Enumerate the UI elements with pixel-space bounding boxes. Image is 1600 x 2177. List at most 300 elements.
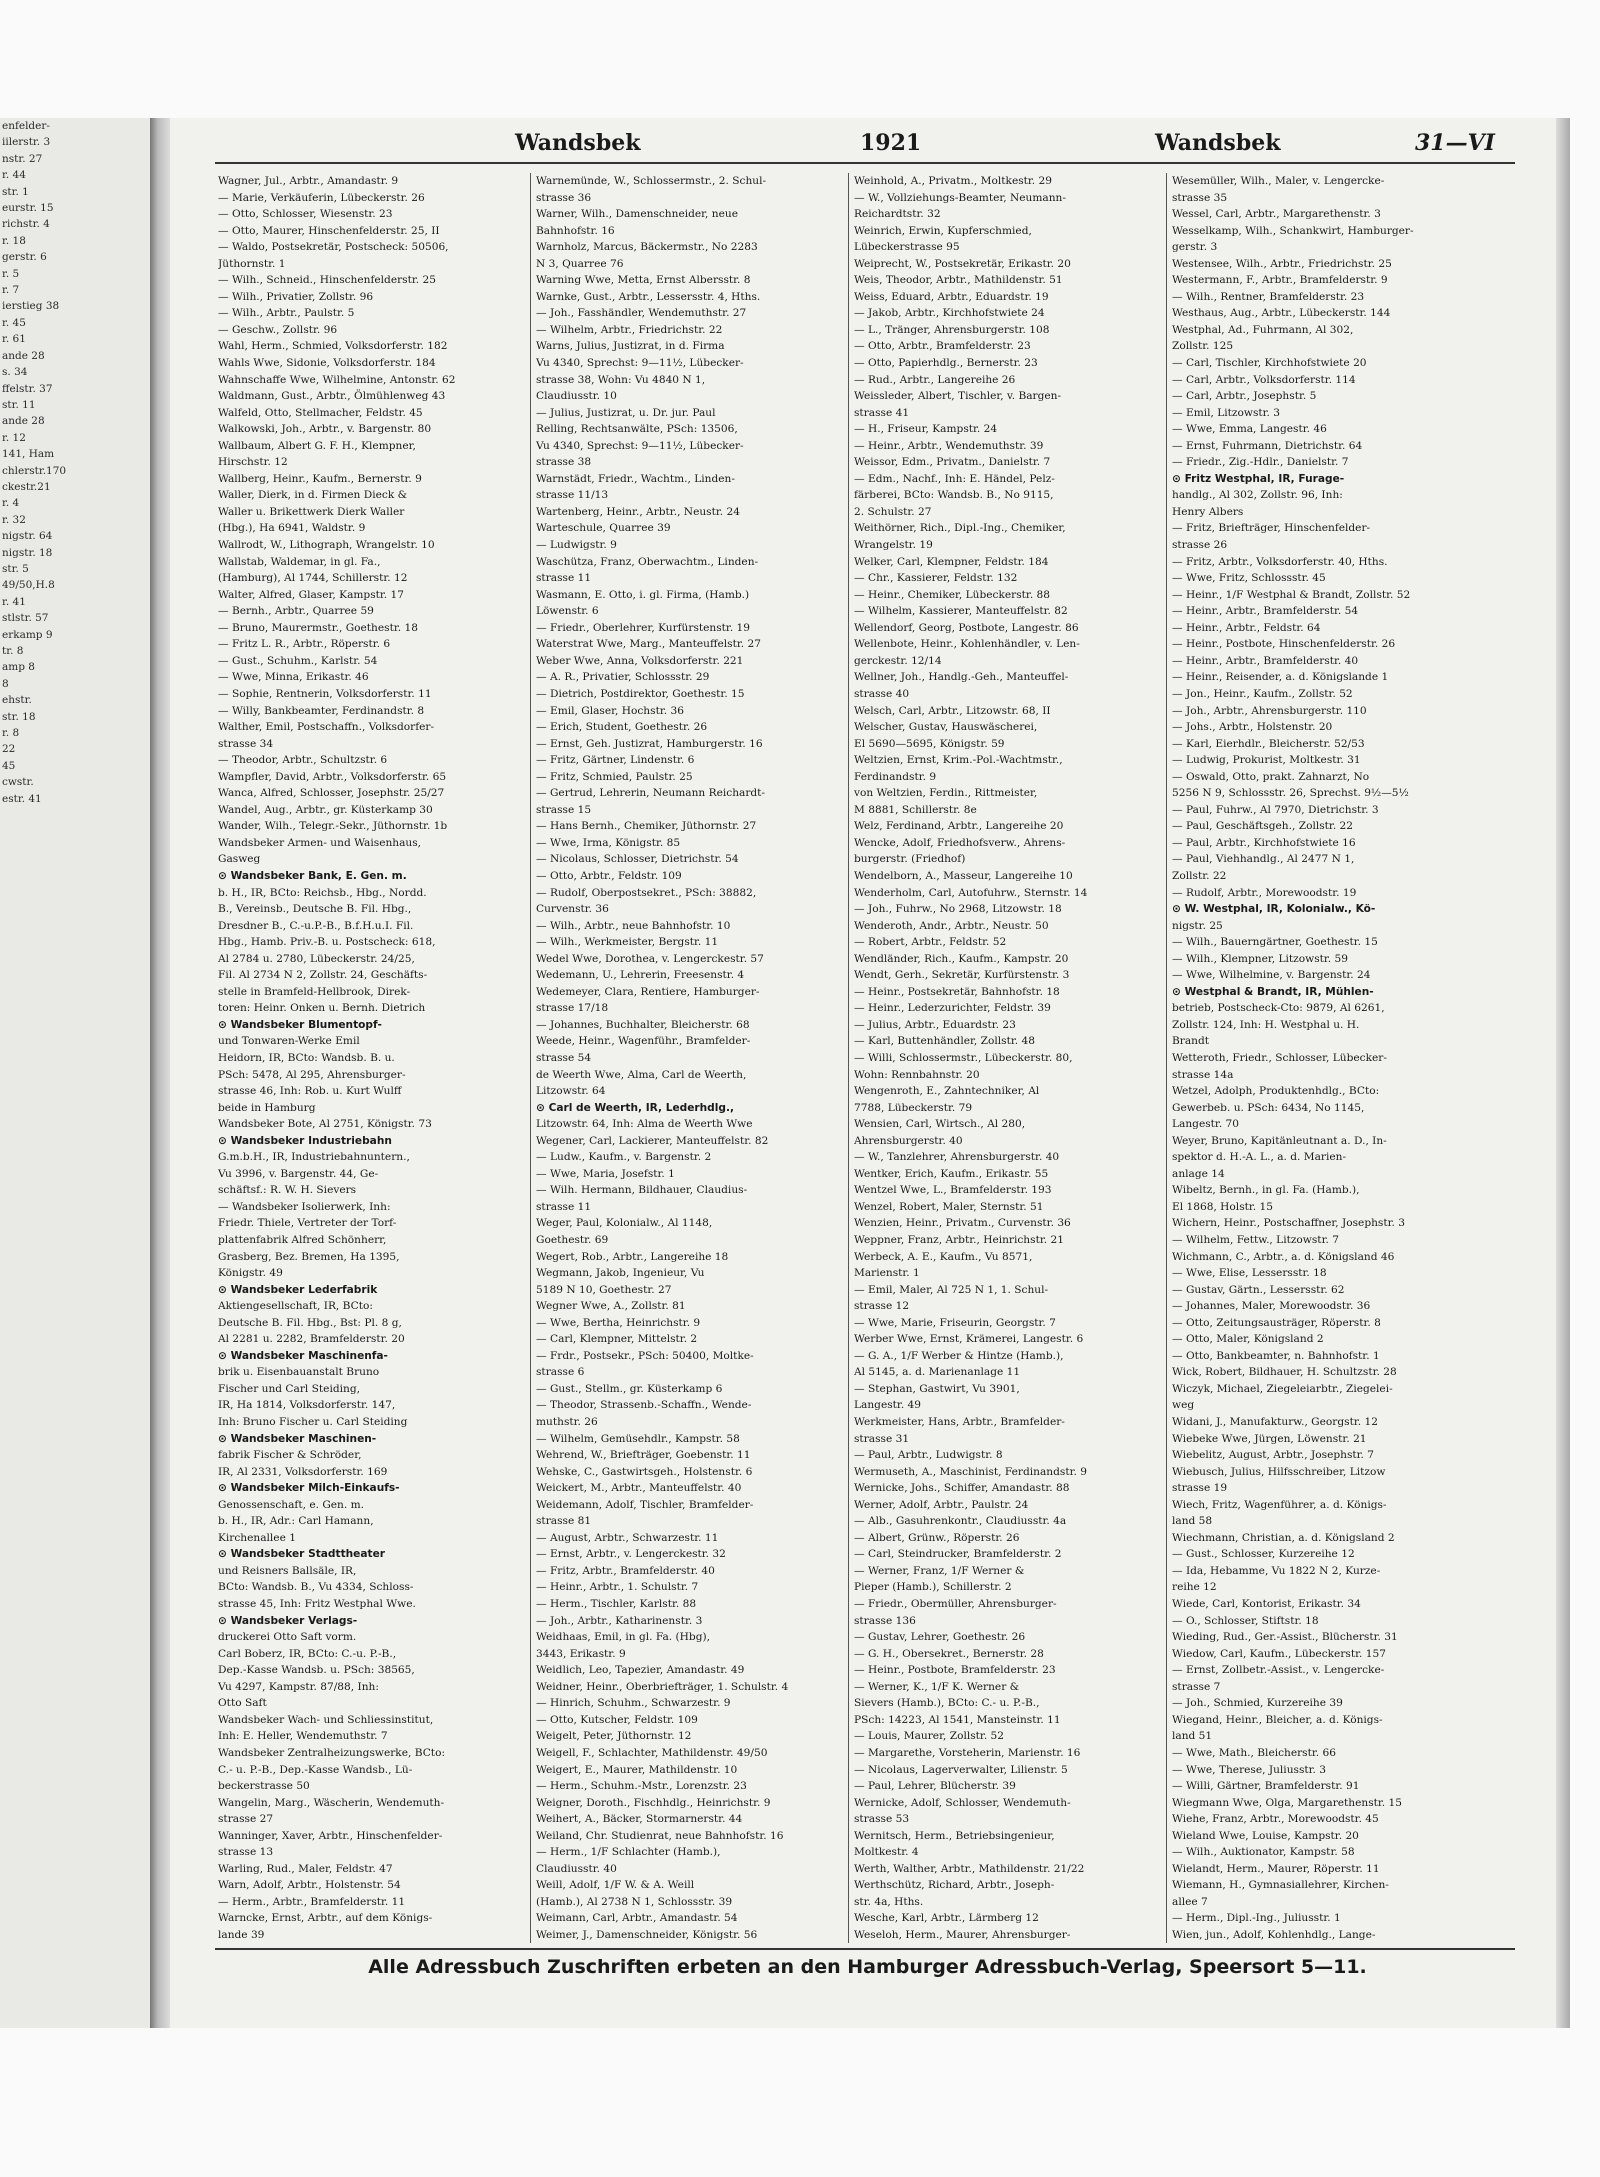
- directory-entry: Warn, Adolf, Arbtr., Holstenstr. 54: [218, 1879, 401, 1892]
- directory-entry: — Wilhelm, Fettw., Litzowstr. 7: [1172, 1234, 1339, 1246]
- directory-entry: — Nicolaus, Schlosser, Dietrichstr. 54: [536, 853, 739, 866]
- prev-page-line: erkamp 9: [2, 628, 53, 641]
- directory-entry: Moltkestr. 4: [854, 1846, 919, 1859]
- header-rule: [215, 162, 1515, 164]
- directory-entry: Weihert, A., Bäcker, Stormarnerstr. 44: [536, 1813, 743, 1826]
- directory-entry: Werber Wwe, Ernst, Krämerei, Langestr. 6: [854, 1333, 1084, 1346]
- directory-entry: El 1868, Holstr. 15: [1172, 1200, 1273, 1213]
- directory-entry: land 58: [1172, 1515, 1213, 1528]
- prev-page-line: ehstr.: [2, 694, 32, 707]
- directory-entry: Jüthornstr. 1: [218, 257, 286, 270]
- column-divider: [1166, 173, 1167, 1943]
- directory-entry: Wahls Wwe, Sidonie, Volksdorferstr. 184: [218, 357, 436, 370]
- directory-entry: Weissleder, Albert, Tischler, v. Bargen-: [854, 390, 1062, 403]
- directory-entry: — Gust., Schlosser, Kurzereihe 12: [1172, 1548, 1355, 1561]
- directory-entry: lande 39: [218, 1928, 265, 1941]
- directory-entry: Wedel Wwe, Dorothea, v. Lengerckestr. 57: [536, 952, 764, 965]
- directory-entry: BCto: Wandsb. B., Vu 4334, Schloss-: [218, 1581, 414, 1594]
- directory-entry: IR, Al 2331, Volksdorferstr. 169: [218, 1465, 388, 1478]
- directory-entry: Walfeld, Otto, Stellmacher, Feldstr. 45: [218, 406, 423, 419]
- directory-entry: — Dietrich, Postdirektor, Goethestr. 15: [536, 687, 745, 700]
- directory-entry: Werthschütz, Richard, Arbtr., Joseph-: [854, 1879, 1055, 1892]
- directory-entry: — Marie, Verkäuferin, Lübeckerstr. 26: [218, 191, 425, 204]
- directory-entry: allee 7: [1172, 1895, 1208, 1908]
- directory-entry: Waller u. Brikettwerk Dierk Waller: [218, 505, 405, 518]
- directory-entry: Henry Albers: [1172, 505, 1244, 518]
- footer-rule: [215, 1948, 1515, 1950]
- header-year: 1921: [860, 130, 922, 156]
- directory-entry: — Ida, Hebamme, Vu 1822 N 2, Kurze-: [1172, 1564, 1381, 1577]
- prev-page-line: str. 1: [2, 185, 29, 198]
- directory-entry: — Carl, Arbtr., Volksdorferstr. 114: [1172, 373, 1356, 386]
- prev-page-line: str. 11: [2, 398, 36, 411]
- directory-entry: strasse 13: [218, 1846, 274, 1859]
- directory-entry: — Wilh., Privatier, Zollstr. 96: [218, 290, 374, 303]
- directory-entry: Wedemeyer, Clara, Rentiere, Hamburger-: [536, 985, 760, 998]
- directory-entry: — Paul, Geschäftsgeh., Zollstr. 22: [1172, 820, 1354, 833]
- directory-entry: land 51: [1172, 1730, 1213, 1743]
- directory-entry: — Wwe, Math., Bleicherstr. 66: [1172, 1746, 1336, 1759]
- directory-entry: Wegmann, Jakob, Ingenieur, Vu: [536, 1267, 705, 1280]
- directory-entry: Warnke, Gust., Arbtr., Lessersstr. 4, Hths.: [536, 290, 761, 303]
- directory-entry: — Wwe, Wilhelmine, v. Bargenstr. 24: [1172, 969, 1371, 982]
- directory-entry: Inh: E. Heller, Wendemuthstr. 7: [218, 1730, 388, 1743]
- directory-entry: strasse 12: [854, 1300, 910, 1313]
- directory-entry: Walter, Alfred, Glaser, Kampstr. 17: [218, 588, 405, 601]
- directory-entry: Westermann, F., Arbtr., Bramfelderstr. 9: [1172, 274, 1388, 287]
- directory-entry: Wagner, Jul., Arbtr., Amandastr. 9: [218, 175, 399, 187]
- directory-entry: Weber Wwe, Anna, Volksdorferstr. 221: [536, 654, 744, 667]
- directory-entry: — Karl, Buttenhändler, Zollstr. 48: [854, 1035, 1035, 1048]
- directory-entry: — Heinr., Arbtr., Bramfelderstr. 54: [1172, 605, 1359, 618]
- directory-entry: — Oswald, Otto, prakt. Zahnarzt, No: [1172, 770, 1370, 783]
- directory-entry: — Wwe, Emma, Langestr. 46: [1172, 423, 1327, 436]
- directory-entry: — Gertrud, Lehrerin, Neumann Reichardt-: [536, 787, 766, 800]
- directory-entry: Dep.-Kasse Wandsb. u. PSch: 38565,: [218, 1664, 415, 1677]
- directory-entry: Westhaus, Aug., Arbtr., Lübeckerstr. 144: [1172, 307, 1391, 320]
- directory-entry: ⊙ Fritz Westphal, IR, Furage-: [1172, 472, 1345, 485]
- directory-entry: — Wilh., Schneid., Hinschenfelderstr. 25: [218, 274, 436, 287]
- column-divider: [848, 173, 849, 1943]
- directory-entry: Weltzien, Ernst, Krim.-Pol.-Wachtmstr.,: [854, 754, 1063, 767]
- prev-page-line: ierstieg 38: [2, 300, 60, 313]
- prev-page-line: eurstr. 15: [2, 202, 54, 215]
- directory-entry: Wallstab, Waldemar, in gl. Fa.,: [218, 555, 381, 568]
- page-header: [170, 130, 1565, 156]
- directory-entry: strasse 27: [218, 1813, 274, 1826]
- directory-entry: Wandsbeker Armen- und Waisenhaus,: [218, 836, 422, 849]
- directory-entry: — Ernst, Fuhrmann, Dietrichstr. 64: [1172, 439, 1363, 452]
- directory-entry: Otto Saft: [218, 1697, 267, 1710]
- directory-entry: Ferdinandstr. 9: [854, 770, 937, 783]
- directory-entry: — Robert, Arbtr., Feldstr. 52: [854, 936, 1007, 949]
- directory-entry: strasse 11: [536, 1200, 592, 1213]
- directory-entry: Al 5145, a. d. Marienanlage 11: [854, 1366, 1021, 1379]
- prev-page-line: r. 12: [2, 431, 26, 444]
- directory-entry: strasse 46, Inh: Rob. u. Kurt Wulff: [218, 1085, 402, 1098]
- directory-entry: Weimer, J., Damenschneider, Königstr. 56: [536, 1928, 758, 1941]
- prev-page-line: s. 34: [2, 366, 28, 379]
- header-place-left: Wandsbek: [515, 130, 641, 156]
- directory-entry: — Wilhelm, Kassierer, Manteuffelstr. 82: [854, 605, 1068, 618]
- directory-entry: Wendelborn, A., Masseur, Langereihe 10: [854, 869, 1073, 882]
- directory-entry: Bahnhofstr. 16: [536, 224, 615, 237]
- directory-entry: Kirchenallee 1: [218, 1531, 296, 1544]
- directory-entry: Wellenbote, Heinr., Kohlenhändler, v. Len-: [854, 638, 1080, 651]
- directory-entry: — Carl, Arbtr., Josephstr. 5: [1172, 390, 1317, 403]
- prev-page-line: r. 44: [2, 169, 26, 182]
- directory-entry: — Fritz L. R., Arbtr., Röperstr. 6: [218, 638, 391, 651]
- prev-page-line: 22: [2, 743, 16, 756]
- directory-entry: — Stephan, Gastwirt, Vu 3901,: [854, 1382, 1020, 1395]
- prev-page-line: 45: [2, 759, 16, 772]
- directory-entry: Wernitsch, Herm., Betriebsingenieur,: [854, 1829, 1055, 1842]
- directory-entry: — Gustav, Gärtn., Lessersstr. 62: [1172, 1283, 1345, 1296]
- prev-page-line: gerstr. 6: [2, 251, 47, 264]
- directory-entry: Weis, Theodor, Arbtr., Mathildenstr. 51: [854, 274, 1063, 287]
- directory-entry: strasse 6: [536, 1366, 585, 1379]
- directory-entry: beide in Hamburg: [218, 1101, 316, 1114]
- directory-entry: — H., Friseur, Kampstr. 24: [854, 423, 998, 436]
- directory-entry: — Johs., Arbtr., Holstenstr. 20: [1172, 721, 1333, 734]
- directory-entry: — Emil, Litzowstr. 3: [1172, 406, 1281, 419]
- directory-entry: Wichern, Heinr., Postschaffner, Josephstr. 3: [1172, 1217, 1405, 1230]
- directory-entry: Wensien, Carl, Wirtsch., Al 280,: [854, 1118, 1026, 1131]
- directory-entry: Wibeltz, Bernh., in gl. Fa. (Hamb.),: [1172, 1184, 1360, 1197]
- directory-entry: nigstr. 25: [1172, 919, 1223, 932]
- directory-entry: b. H., IR, Adr.: Carl Hamann,: [218, 1515, 374, 1528]
- directory-entry: — Wwe, Maria, Josefstr. 1: [536, 1167, 675, 1180]
- directory-entry: Weede, Heinr., Wagenführ., Bramfelder-: [536, 1035, 751, 1048]
- directory-entry: Heidorn, IR, BCto: Wandsb. B. u.: [218, 1051, 395, 1064]
- directory-entry: strasse 40: [854, 687, 910, 700]
- directory-entry: Wohn: Rennbahnstr. 20: [854, 1068, 980, 1081]
- directory-entry: Wermuseth, A., Maschinist, Ferdinandstr. 9: [854, 1465, 1087, 1478]
- directory-entry: Weseloh, Herm., Maurer, Ahrensburger-: [854, 1928, 1071, 1941]
- directory-entry: — Louis, Maurer, Zollstr. 52: [854, 1730, 1005, 1743]
- directory-entry: — O., Schlosser, Stiftstr. 18: [1172, 1614, 1319, 1627]
- directory-entry: Litzowstr. 64, Inh: Alma de Weerth Wwe: [536, 1118, 753, 1131]
- directory-entry: Widani, J., Manufakturw., Georgstr. 12: [1172, 1416, 1378, 1429]
- directory-entry: Weinhold, A., Privatm., Moltkestr. 29: [854, 175, 1053, 187]
- column-divider: [530, 173, 531, 1943]
- directory-entry: strasse 11/13: [536, 489, 609, 502]
- directory-entry: Warner, Wilh., Damenschneider, neue: [536, 208, 738, 221]
- directory-entry: Warncke, Ernst, Arbtr., auf dem Königs-: [218, 1912, 433, 1925]
- directory-entry: strasse 19: [1172, 1482, 1228, 1495]
- directory-entry: — Heinr., 1/F Westphal & Brandt, Zollstr. 52: [1172, 588, 1411, 601]
- column-1: [218, 173, 523, 1943]
- directory-entry: — Otto, Zeitungsausträger, Röperstr. 8: [1172, 1316, 1381, 1329]
- prev-page-line: estr. 41: [2, 792, 42, 805]
- prev-page-line: amp 8: [2, 661, 35, 674]
- directory-entry: — Joh., Arbtr., Katharinenstr. 3: [536, 1614, 703, 1627]
- directory-entry: strasse 45, Inh: Fritz Westphal Wwe.: [218, 1598, 416, 1611]
- directory-entry: Wiechmann, Christian, a. d. Königsland 2: [1172, 1531, 1395, 1544]
- directory-entry: Vu 4297, Kampstr. 87/88, Inh:: [218, 1680, 379, 1693]
- directory-entry: 5189 N 10, Goethestr. 27: [536, 1283, 672, 1296]
- directory-entry: Wendt, Gerh., Sekretär, Kurfürstenstr. 3: [854, 969, 1070, 982]
- directory-entry: — Bruno, Maurermstr., Goethestr. 18: [218, 621, 418, 634]
- directory-entry: PSch: 5478, Al 295, Ahrensburger-: [218, 1068, 406, 1081]
- prev-page-line: tr. 8: [2, 645, 24, 657]
- directory-entry: Curvenstr. 36: [536, 903, 609, 916]
- directory-entry: weg: [1172, 1399, 1195, 1412]
- directory-entry: — Carl, Tischler, Kirchhofstwiete 20: [1172, 357, 1367, 370]
- directory-entry: — Herm., Schuhm.-Mstr., Lorenzstr. 23: [536, 1780, 747, 1793]
- directory-entry: und Reisners Ballsäle, IR,: [218, 1564, 357, 1577]
- prev-page-line: 8: [2, 677, 9, 690]
- directory-entry: Wencke, Adolf, Friedhofsverw., Ahrens-: [854, 836, 1066, 849]
- directory-entry: — Ludw., Kaufm., v. Bargenstr. 2: [536, 1151, 712, 1164]
- directory-entry: Wahl, Herm., Schmied, Volksdorferstr. 182: [218, 340, 448, 353]
- directory-entry: — Wwe, Irma, Königstr. 85: [536, 836, 681, 849]
- directory-entry: Litzowstr. 64: [536, 1085, 606, 1098]
- directory-entry: — Gust., Stellm., gr. Küsterkamp 6: [536, 1382, 723, 1395]
- directory-entry: Werbeck, A. E., Kaufm., Vu 8571,: [854, 1250, 1033, 1263]
- directory-entry: Wasmann, E. Otto, i. gl. Firma, (Hamb.): [536, 588, 750, 601]
- directory-entry: — Joh., Fuhrw., No 2968, Litzowstr. 18: [854, 903, 1062, 916]
- directory-entry: Wernicke, Adolf, Schlosser, Wendemuth-: [854, 1796, 1071, 1809]
- directory-entry: — Chr., Kassierer, Feldstr. 132: [854, 572, 1018, 585]
- directory-entry: Weidner, Heinr., Oberbriefträger, 1. Schulstr. 4: [536, 1680, 789, 1693]
- directory-entry: Wandsbeker Zentralheizungswerke, BCto:: [218, 1746, 446, 1759]
- directory-entry: strasse 38: [536, 456, 592, 469]
- directory-entry: Wien, jun., Adolf, Kohlenhdlg., Lange-: [1172, 1928, 1376, 1941]
- directory-entry: strasse 17/18: [536, 1002, 609, 1015]
- directory-entry: str. 4a, Hths.: [854, 1895, 924, 1908]
- directory-entry: Weiprecht, W., Postsekretär, Erikastr. 20: [854, 257, 1071, 270]
- directory-entry: Weidemann, Adolf, Tischler, Bramfelder-: [536, 1498, 754, 1511]
- directory-entry: — Karl, Eierhdlr., Bleicherstr. 52/53: [1172, 737, 1365, 750]
- directory-entry: strasse 81: [536, 1515, 592, 1528]
- directory-entry: ⊙ Wandsbeker Maschinen-: [218, 1432, 377, 1445]
- directory-entry: — Heinr., Chemiker, Lübeckerstr. 88: [854, 588, 1051, 601]
- prev-page-line: r. 41: [2, 595, 26, 608]
- directory-entry: — Fritz, Briefträger, Hinschenfelder-: [1172, 522, 1371, 535]
- directory-entry: — Gust., Schuhm., Karlstr. 54: [218, 654, 378, 667]
- directory-entry: — Hans Bernh., Chemiker, Jüthornstr. 27: [536, 820, 757, 833]
- prev-page-line: r. 8: [2, 727, 20, 740]
- directory-entry: Zollstr. 22: [1172, 869, 1227, 882]
- directory-entry: ⊙ Westphal & Brandt, IR, Mühlen-: [1172, 985, 1374, 998]
- directory-page: [170, 118, 1565, 2028]
- directory-entry: Vu 4340, Sprechst: 9—11½, Lübecker-: [536, 357, 744, 370]
- directory-entry: — Herm., Tischler, Karlstr. 88: [536, 1598, 697, 1611]
- directory-entry: — Heinr., Postbote, Bramfelderstr. 23: [854, 1664, 1056, 1677]
- directory-entry: Brandt: [1172, 1035, 1210, 1048]
- directory-entry: Langestr. 49: [854, 1399, 922, 1412]
- directory-entry: — Heinr., Arbtr., Bramfelderstr. 40: [1172, 654, 1359, 667]
- page-footer: Alle Adressbuch Zuschriften erbeten an den Hamburger Adressbuch-Verlag, Speersort 5—11.: [368, 1956, 1367, 1978]
- directory-entry: — Wwe, Fritz, Schlossstr. 45: [1172, 572, 1326, 585]
- directory-entry: Wellner, Joh., Handlg.-Geh., Manteuffel-: [854, 671, 1069, 684]
- directory-entry: — A. R., Privatier, Schlossstr. 29: [536, 671, 710, 684]
- directory-entry: Weigell, F., Schlachter, Mathildenstr. 49/50: [536, 1746, 768, 1759]
- directory-entry: Waldmann, Gust., Arbtr., Ölmühlenweg 43: [218, 390, 446, 403]
- page-edge: [1556, 118, 1570, 2028]
- directory-entry: — Carl, Klempner, Mittelstr. 2: [536, 1333, 698, 1346]
- directory-entry: Wessel, Carl, Arbtr., Margarethenstr. 3: [1172, 208, 1381, 221]
- directory-entry: strasse 136: [854, 1614, 916, 1627]
- directory-entry: Weinrich, Erwin, Kupferschmied,: [854, 224, 1032, 237]
- directory-entry: Wentker, Erich, Kaufm., Erikastr. 55: [854, 1167, 1049, 1180]
- directory-entry: — Heinr., Postsekretär, Bahnhofstr. 18: [854, 985, 1060, 998]
- directory-entry: Gewerbeb. u. PSch: 6434, No 1145,: [1172, 1101, 1365, 1114]
- prev-page-line: nigstr. 64: [2, 530, 53, 543]
- directory-entry: Fil. Al 2734 N 2, Zollstr. 24, Geschäfts-: [218, 969, 428, 982]
- directory-entry: — Wilh., Arbtr., Paulstr. 5: [218, 307, 355, 320]
- prev-page-line: stlstr. 57: [2, 612, 49, 625]
- directory-entry: — Wilh., Arbtr., neue Bahnhofstr. 10: [536, 919, 731, 932]
- directory-entry: — Ernst, Arbtr., v. Lengerckestr. 32: [536, 1548, 726, 1561]
- directory-entry: Wiebusch, Julius, Hilfsschreiber, Litzow: [1172, 1465, 1386, 1478]
- directory-entry: Wiegand, Heinr., Bleicher, a. d. Königs-: [1172, 1713, 1383, 1726]
- directory-entry: von Weltzien, Ferdin., Rittmeister,: [854, 787, 1038, 800]
- prev-page-line: r. 5: [2, 267, 20, 280]
- directory-entry: — Joh., Schmied, Kurzereihe 39: [1172, 1697, 1343, 1710]
- directory-entry: — Wwe, Marie, Friseurin, Georgstr. 7: [854, 1316, 1056, 1329]
- directory-entry: Werkmeister, Hans, Arbtr., Bramfelder-: [854, 1416, 1065, 1429]
- directory-entry: strasse 41: [854, 406, 910, 419]
- directory-entry: Wegert, Rob., Arbtr., Langereihe 18: [536, 1250, 729, 1263]
- directory-entry: — Gustav, Lehrer, Goethestr. 26: [854, 1631, 1026, 1644]
- directory-entry: Wenderoth, Andr., Arbtr., Neustr. 50: [854, 919, 1049, 932]
- directory-entry: Weill, Adolf, 1/F W. & A. Weill: [536, 1879, 695, 1892]
- directory-entry: Welker, Carl, Klempner, Feldstr. 184: [854, 555, 1049, 568]
- directory-entry: strasse 26: [1172, 539, 1228, 552]
- directory-entry: Zollstr. 125: [1172, 340, 1234, 353]
- prev-page-line: 49/50,H.8: [2, 579, 55, 592]
- directory-entry: strasse 54: [536, 1051, 592, 1064]
- directory-entry: Weiland, Chr. Studienrat, neue Bahnhofstr. 16: [536, 1829, 784, 1842]
- directory-entry: — Johannes, Maler, Morewoodstr. 36: [1172, 1300, 1371, 1313]
- directory-entry: brik u. Eisenbauanstalt Bruno: [218, 1366, 380, 1379]
- directory-entry: Wallrodt, W., Lithograph, Wrangelstr. 10: [218, 539, 435, 552]
- directory-entry: Weidhaas, Emil, in gl. Fa. (Hbg),: [536, 1631, 710, 1644]
- directory-entry: Weidlich, Leo, Tapezier, Amandastr. 49: [536, 1664, 745, 1677]
- prev-page-line: r. 32: [2, 513, 26, 526]
- directory-entry: Waller, Dierk, in d. Firmen Dieck &: [218, 489, 408, 502]
- directory-entry: ⊙ Wandsbeker Maschinenfa-: [218, 1349, 388, 1362]
- directory-entry: Wiegmann Wwe, Olga, Margarethenstr. 15: [1172, 1796, 1403, 1809]
- directory-entry: — Heinr., Arbtr., Feldstr. 64: [1172, 621, 1321, 634]
- directory-entry: — Wwe, Therese, Juliusstr. 3: [1172, 1763, 1327, 1776]
- directory-entry: (Hamburg), Al 1744, Schillerstr. 12: [218, 572, 408, 585]
- directory-entry: Wesemüller, Wilh., Maler, v. Lengercke-: [1172, 175, 1385, 187]
- directory-entry: Westensee, Wilh., Arbtr., Friedrichstr. 25: [1172, 257, 1392, 270]
- directory-entry: Walkowski, Joh., Arbtr., v. Bargenstr. 80: [218, 423, 432, 436]
- prev-page-line: chlerstr.170: [2, 464, 67, 477]
- directory-entry: — G. A., 1/F Werber & Hintze (Hamb.),: [854, 1349, 1064, 1362]
- directory-entry: Weickert, M., Arbtr., Manteuffelstr. 40: [536, 1482, 742, 1495]
- book-gutter: [150, 118, 170, 2028]
- directory-entry: — Johannes, Buchhalter, Bleicherstr. 68: [536, 1018, 750, 1031]
- directory-entry: Wetzel, Adolph, Produktenhdlg., BCto:: [1172, 1085, 1380, 1098]
- directory-entry: strasse 38, Wohn: Vu 4840 N 1,: [536, 373, 706, 386]
- directory-entry: — Nicolaus, Lagerverwalter, Lilienstr. 5: [854, 1763, 1068, 1776]
- directory-entry: — Herm., Dipl.-Ing., Juliusstr. 1: [1172, 1912, 1341, 1925]
- directory-entry: — Albert, Grünw., Röperstr. 26: [854, 1531, 1020, 1544]
- directory-entry: — Ernst, Geh. Justizrat, Hamburgerstr. 16: [536, 737, 763, 750]
- directory-entry: Weppner, Franz, Arbtr., Heinrichstr. 21: [854, 1234, 1064, 1246]
- directory-entry: — Ernst, Zollbetr.-Assist., v. Lengercke-: [1172, 1664, 1385, 1677]
- directory-entry: Warning Wwe, Metta, Ernst Albersstr. 8: [536, 274, 751, 287]
- prev-page-line: ffelstr. 37: [2, 382, 53, 395]
- directory-entry: Weimann, Carl, Arbtr., Amandastr. 54: [536, 1912, 738, 1925]
- directory-entry: Hbg., Hamb. Priv.-B. u. Postscheck: 618,: [218, 936, 436, 949]
- prev-page-line: 141, Ham: [2, 448, 55, 461]
- directory-entry: muthstr. 26: [536, 1416, 598, 1429]
- directory-entry: — Wilhelm, Arbtr., Friedrichstr. 22: [536, 323, 723, 336]
- directory-entry: (Hbg.), Ha 6941, Waldstr. 9: [218, 522, 366, 535]
- directory-entry: Warnholz, Marcus, Bäckermstr., No 2283: [536, 241, 758, 254]
- directory-entry: Pieper (Hamb.), Schillerstr. 2: [854, 1581, 1012, 1594]
- directory-entry: C.- u. P.-B., Dep.-Kasse Wandsb., Lü-: [218, 1763, 413, 1776]
- directory-entry: gerstr. 3: [1172, 241, 1218, 254]
- directory-entry: Werner, Adolf, Arbtr., Paulstr. 24: [854, 1498, 1029, 1511]
- directory-entry: Warns, Julius, Justizrat, in d. Firma: [536, 340, 725, 353]
- directory-entry: — Rud., Arbtr., Langereihe 26: [854, 373, 1016, 386]
- directory-entry: — Waldo, Postsekretär, Postscheck: 50506,: [218, 241, 449, 254]
- directory-entry: Weiss, Eduard, Arbtr., Eduardstr. 19: [854, 290, 1049, 303]
- directory-entry: Wenderholm, Carl, Autofuhrw., Sternstr. 14: [854, 886, 1088, 899]
- directory-entry: Weyer, Bruno, Kapitänleutnant a. D., In-: [1172, 1134, 1387, 1147]
- directory-entry: plattenfabrik Alfred Schönherr,: [218, 1234, 387, 1246]
- directory-entry: — Wilh., Auktionator, Kampstr. 58: [1172, 1846, 1355, 1859]
- directory-entry: Friedr. Thiele, Vertreter der Torf-: [218, 1217, 397, 1230]
- directory-entry: — Bernh., Arbtr., Quarree 59: [218, 605, 374, 618]
- directory-entry: Wehrend, W., Briefträger, Goebenstr. 11: [536, 1449, 751, 1462]
- prev-page-line: r. 4: [2, 497, 20, 510]
- prev-page-line: ande 28: [2, 415, 45, 428]
- directory-entry: und Tonwaren-Werke Emil: [218, 1035, 360, 1048]
- prev-page-line: cwstr.: [2, 776, 34, 789]
- directory-entry: Vu 3996, v. Bargenstr. 44, Ge-: [218, 1167, 379, 1180]
- directory-entry: burgerstr. (Friedhof): [854, 853, 966, 866]
- directory-entry: — W., Vollziehungs-Beamter, Neumann-: [854, 191, 1066, 204]
- directory-entry: — Heinr., Reisender, a. d. Königslande 1: [1172, 671, 1389, 684]
- directory-entry: — Wwe, Elise, Lessersstr. 18: [1172, 1267, 1327, 1280]
- directory-entry: strasse 7: [1172, 1680, 1221, 1693]
- directory-entry: IR, Ha 1814, Volksdorferstr. 147,: [218, 1399, 396, 1412]
- directory-entry: — Friedr., Zig.-Hdlr., Danielstr. 7: [1172, 456, 1349, 469]
- directory-entry: — L., Tränger, Ahrensburgerstr. 108: [854, 323, 1050, 336]
- directory-entry: Wesselkamp, Wilh., Schankwirt, Hamburger-: [1172, 224, 1414, 237]
- directory-entry: Wieland Wwe, Louise, Kampstr. 20: [1172, 1829, 1359, 1842]
- directory-entry: anlage 14: [1172, 1167, 1225, 1180]
- directory-entry: — Herm., Arbtr., Bramfelderstr. 11: [218, 1895, 406, 1908]
- directory-entry: G.m.b.H., IR, Industriebahnuntern.,: [218, 1151, 410, 1164]
- directory-entry: druckerei Otto Saft vorm.: [218, 1631, 357, 1644]
- directory-entry: Warnstädt, Friedr., Wachtm., Linden-: [536, 472, 735, 485]
- prev-page-line: r. 18: [2, 234, 26, 247]
- directory-entry: Wampfler, David, Arbtr., Volksdorferstr. 65: [218, 770, 447, 783]
- directory-entry: — Theodor, Strassenb.-Schaffn., Wende-: [536, 1399, 752, 1412]
- directory-entry: Inh: Bruno Fischer u. Carl Steiding: [218, 1416, 408, 1429]
- directory-entry: Marienstr. 1: [854, 1267, 920, 1280]
- directory-entry: M 8881, Schillerstr. 8e: [854, 803, 977, 816]
- directory-entry: Wandsbeker Wach- und Schliessinstitut,: [218, 1713, 434, 1726]
- directory-entry: 7788, Lübeckerstr. 79: [854, 1101, 973, 1114]
- prev-page-line: str. 18: [2, 710, 36, 723]
- prev-page-line: ande 28: [2, 349, 45, 362]
- directory-entry: — Rudolf, Arbtr., Morewoodstr. 19: [1172, 886, 1357, 899]
- directory-entry: Wartenberg, Heinr., Arbtr., Neustr. 24: [536, 505, 740, 518]
- prev-page-line: nstr. 27: [2, 152, 43, 165]
- directory-entry: Wandel, Aug., Arbtr., gr. Küsterkamp 30: [218, 803, 433, 816]
- directory-entry: fabrik Fischer & Schröder,: [218, 1449, 362, 1462]
